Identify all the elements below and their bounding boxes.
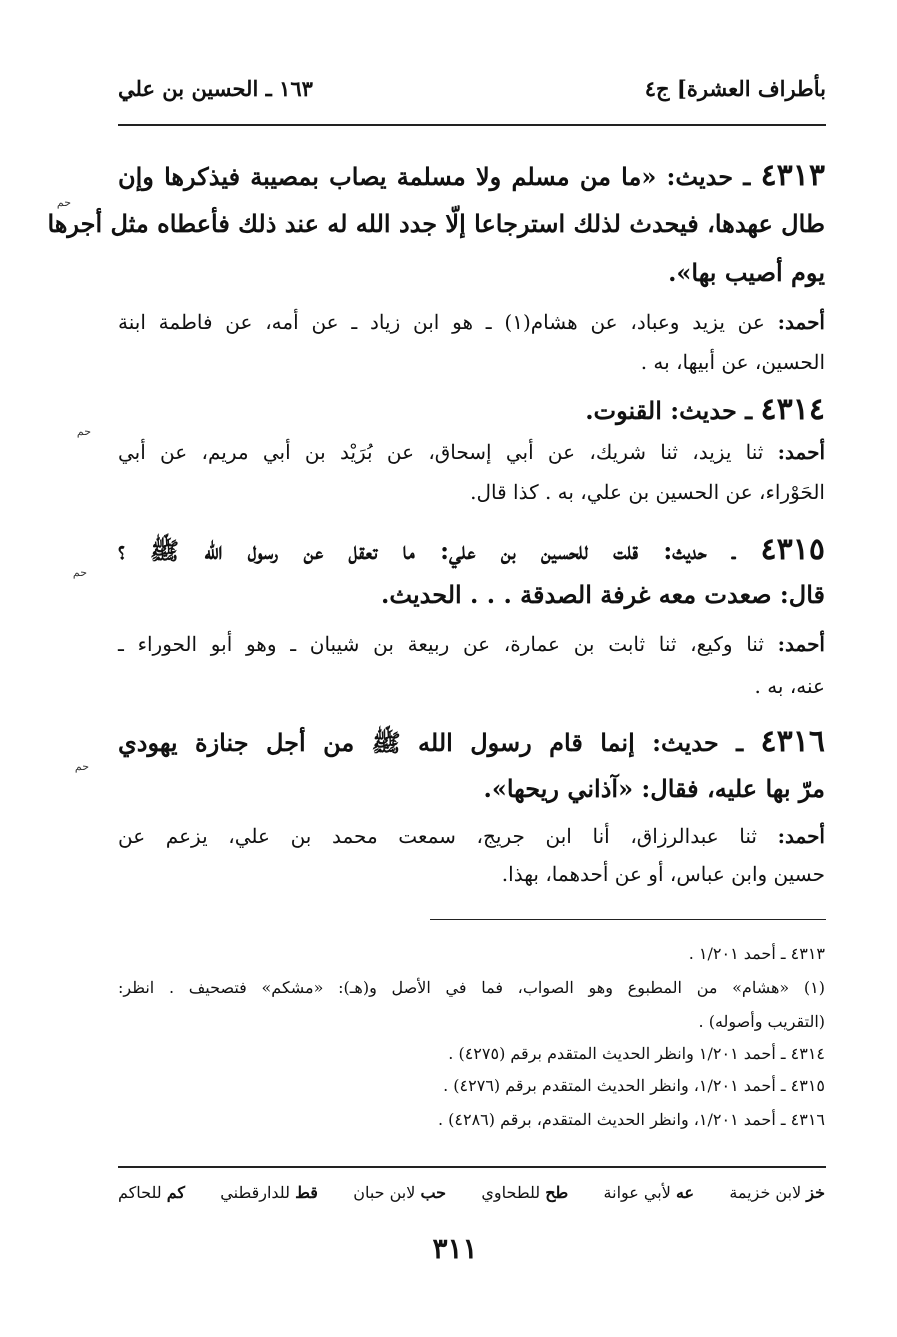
footnote-line: ٤٣١٤ ـ أحمد ١/٢٠١ وانظر الحديث المتقدم برقم (٤٢٧٥) . [448, 1044, 825, 1063]
hadith-number: ٤٣١٤ [760, 392, 825, 427]
source-label: أحمد: [777, 310, 825, 334]
hm-marker: حم [76, 425, 91, 438]
header-rule [118, 124, 826, 126]
source-4314-line-1: أحمد: ثنا يزيد، ثنا شريك، عن أبي إسحاق، عن بُرَيْد بن أبي مريم، عن أبي [118, 440, 826, 464]
running-header [118, 70, 826, 120]
abbreviation-legend [118, 1183, 825, 1213]
section-title: ١٦٣ ـ الحسين بن علي [118, 76, 313, 101]
hm-marker: حم [72, 566, 87, 579]
source-4315-line-2: عنه، به . [754, 674, 825, 698]
hm-marker: حم [56, 196, 71, 209]
hadith-4313-line-2: طال عهدها، فيحدث لذلك استرجاعا إلّا جدد الله له عند ذلك فأعطاه مثل أجرها [47, 209, 825, 238]
abbreviation-item: قط للدارقطني [220, 1183, 318, 1202]
legend-rule [118, 1166, 826, 1168]
source-label: أحمد: [777, 824, 825, 848]
hadith-4315-line-2: قال: صعدت معه غرفة الصدقة . . . الحديث. [381, 580, 825, 609]
abbreviation-item: عه لأبي عوانة [603, 1183, 695, 1202]
source-4316-line-2: حسين وابن عباس، أو عن أحدهما، بهذا. [501, 862, 825, 886]
hadith-4316-line-1: ٤٣١٦ ـ حديث: إنما قام رسول الله ﷺ من أجل جنازة يهودي [118, 724, 825, 759]
page-number: ٣١١ [432, 1232, 478, 1265]
abbreviation-item: خز لابن خزيمة [729, 1183, 825, 1202]
footnote-line: ٤٣١٥ ـ أحمد ١/٢٠١، وانظر الحديث المتقدم برقم (٤٢٧٦) . [443, 1076, 825, 1095]
footnote-line: ٤٣١٦ ـ أحمد ١/٢٠١، وانظر الحديث المتقدم، برقم (٤٢٨٦) . [437, 1110, 825, 1129]
hadith-4315-line-1: ٤٣١٥ ـ حديث: قلت للحسين بن علي: ما تعقل عن رسول الله ﷺ ؟ [118, 532, 825, 567]
footnote-separator [430, 919, 826, 920]
hadith-number: ٤٣١٣ [760, 158, 826, 193]
abbreviation-item: حب لابن حبان [353, 1183, 447, 1202]
abbreviation-item: كم للحاكم [118, 1183, 185, 1202]
source-4315-line-1: أحمد: ثنا وكيع، ثنا ثابت بن عمارة، عن ربيعة بن شيبان ـ وهو أبو الحوراء ـ [118, 632, 825, 656]
source-label: أحمد: [777, 440, 826, 464]
source-4316-line-1: أحمد: ثنا عبدالرزاق، أنا ابن جريج، سمعت محمد بن علي، يزعم عن [118, 824, 825, 848]
hadith-4313-line-3: يوم أصيب بها». [668, 258, 825, 287]
hadith-number: ٤٣١٥ [760, 532, 825, 567]
abbreviation-item: طح للطحاوي [481, 1183, 569, 1202]
source-4314-line-2: الحَوْراء، عن الحسين بن علي، به . كذا قال. [470, 480, 825, 504]
hadith-4316-line-2: مرّ بها عليه، فقال: «آذاني ريحها». [483, 774, 825, 803]
footnote-line: ٤٣١٣ ـ أحمد ١/٢٠١ . [688, 944, 825, 963]
hadith-4313-line-1: ٤٣١٣ ـ حديث: «ما من مسلم ولا مسلمة يصاب بمصيبة فيذكرها وإن [118, 158, 826, 193]
footnote-line: (التقريب وأصوله) . [698, 1012, 825, 1031]
hm-marker: حم [74, 760, 89, 773]
hadith-number: ٤٣١٦ [760, 724, 825, 759]
source-4313-line-2: الحسين، عن أبيها، به . [640, 350, 825, 374]
source-4313-line-1: أحمد: عن يزيد وعباد، عن هشام(١) ـ هو ابن زياد ـ عن أمه، عن فاطمة ابنة [118, 310, 825, 334]
source-label: أحمد: [777, 632, 825, 656]
book-title: بأطراف العشرة] ج٤ [644, 76, 826, 101]
footnote-line: (١) «هشام» من المطبوع وهو الصواب، فما في الأصل و(هـ): «مشكم» فتصحيف . انظر: [118, 978, 825, 997]
hadith-4314-line-1: ٤٣١٤ ـ حديث: القنوت. [585, 392, 825, 427]
